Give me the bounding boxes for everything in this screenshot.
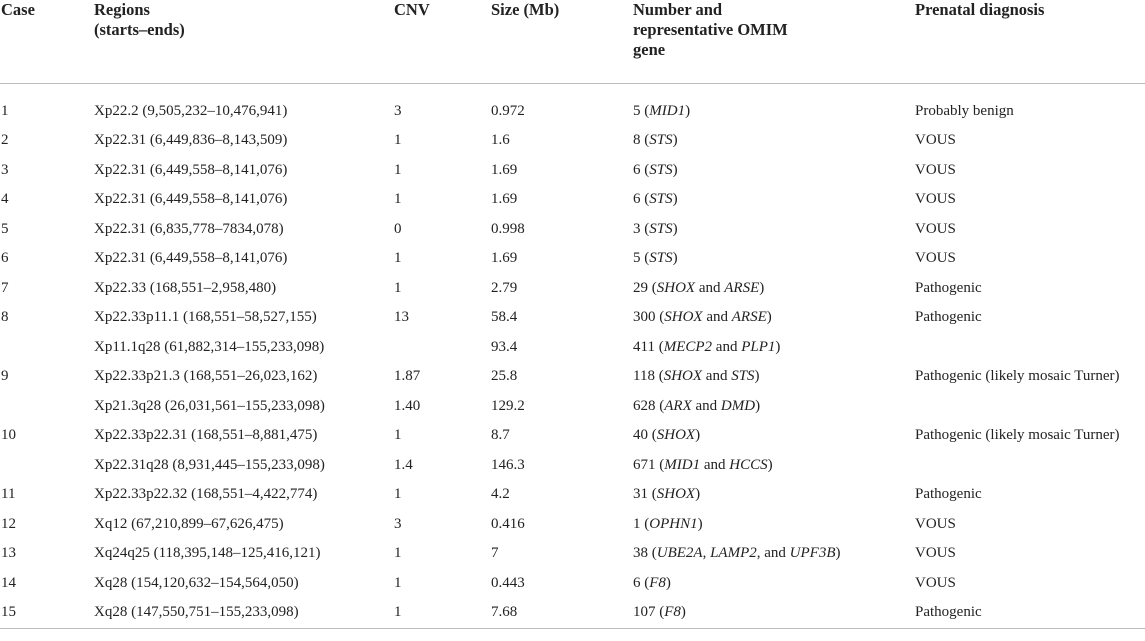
- cell-case: 6: [1, 250, 9, 266]
- cell-omim-gene: 300 (SHOX and ARSE): [633, 309, 772, 325]
- cell-region: Xp22.31 (6,835,778–7834,078): [94, 220, 284, 237]
- cell-size: 25.8: [491, 368, 518, 384]
- gene-name: UBE2A: [656, 545, 703, 561]
- table-header: [0, 0, 1145, 83]
- cell-omim-gene: 29 (SHOX and ARSE): [633, 279, 765, 296]
- cell-size: 2.79: [491, 279, 518, 296]
- cell-size: 0.972: [491, 102, 525, 119]
- cell-region: Xp11.1q28 (61,882,314–155,233,098): [94, 338, 325, 355]
- gene-count: 628: [633, 397, 656, 414]
- cell-region: Xp22.33p22.32 (168,551–4,422,774): [94, 486, 318, 502]
- gene-name: STS: [649, 220, 673, 237]
- cell-cnv: 1: [394, 598, 491, 628]
- spacer-cell: [0, 83, 1145, 97]
- header-size-label: Size (Mb): [491, 0, 560, 19]
- gene-separator: and: [702, 368, 732, 384]
- cell-size: 7: [491, 545, 499, 561]
- cell-cnv: 1: [394, 191, 402, 207]
- table-row: [0, 274, 1145, 304]
- table-row: [0, 569, 1145, 599]
- gene-count: 5: [633, 102, 641, 119]
- cell-case: 4: [1, 191, 9, 207]
- cell-case: 2: [1, 132, 9, 148]
- cell-region: Xq24q25 (118,395,148–125,416,121): [94, 545, 321, 561]
- gene-count: 31: [633, 486, 648, 502]
- cell-cnv: 1: [394, 161, 402, 178]
- spacer-row: [0, 83, 1145, 97]
- gene-name: SHOX: [656, 427, 696, 443]
- cell-prenatal-diagnosis: Pathogenic: [915, 598, 1145, 628]
- cell-omim-gene: 3 (STS): [633, 220, 678, 237]
- cell-region: Xq12 (67,210,899–67,626,475): [94, 515, 284, 532]
- gene-name: OPHN1: [649, 515, 698, 532]
- cell-region: Xp21.3q28 (26,031,561–155,233,098): [94, 397, 325, 414]
- cell-case: 1: [1, 102, 9, 119]
- cell-omim-gene: 38 (UBE2A, LAMP2, and UPF3B): [633, 545, 841, 561]
- cell-omim-gene: 628 (ARX and DMD): [633, 397, 761, 414]
- cell-cnv: 1: [394, 427, 402, 443]
- gene-name: PLP1: [741, 338, 776, 355]
- cell-region: Xp22.31 (6,449,558–8,141,076): [94, 161, 288, 178]
- gene-separator: and: [695, 279, 725, 296]
- cell-prenatal-diagnosis: VOUS: [915, 161, 956, 178]
- cell-omim-gene: 671 (MID1 and HCCS): [633, 456, 773, 473]
- cell-omim-gene: 5 (MID1): [633, 102, 691, 119]
- cell-size: 58.4: [491, 309, 518, 325]
- table-row: [0, 451, 1145, 481]
- cell-size: 1.69: [491, 191, 518, 207]
- cell-case: 11: [1, 486, 16, 502]
- cell-region: Xp22.31q28 (8,931,445–155,233,098): [94, 456, 325, 473]
- header-regions-label: Regions (starts–ends): [94, 0, 185, 39]
- table-row: [0, 421, 1145, 451]
- gene-name: STS: [649, 191, 673, 207]
- cell-case: 9: [1, 368, 9, 384]
- cell-prenatal-diagnosis: [915, 333, 1145, 363]
- gene-count: 8: [633, 132, 641, 148]
- cell-cnv: 1.4: [394, 456, 413, 473]
- cell-prenatal-diagnosis: VOUS: [915, 191, 956, 207]
- gene-count: 300: [633, 309, 656, 325]
- table-row: [0, 185, 1145, 215]
- cell-omim-gene: 411 (MECP2 and PLP1): [633, 338, 781, 355]
- cell-region: Xp22.31 (6,449,558–8,141,076): [94, 250, 288, 266]
- gene-count: 411: [633, 338, 655, 355]
- table-row: [0, 215, 1145, 245]
- cell-size: 93.4: [491, 338, 518, 355]
- gene-name: STS: [649, 250, 673, 266]
- cell-prenatal-diagnosis: VOUS: [915, 545, 956, 561]
- gene-count: 6: [633, 161, 641, 178]
- cell-cnv: 0: [394, 220, 402, 237]
- cell-omim-gene: 118 (SHOX and STS): [633, 368, 760, 384]
- gene-count: 3: [633, 220, 641, 237]
- table-row: [0, 126, 1145, 156]
- cell-omim-gene: 31 (SHOX): [633, 486, 701, 502]
- cell-omim-gene: 107 (F8): [633, 598, 915, 628]
- gene-name: STS: [731, 368, 755, 384]
- cell-case: 13: [1, 545, 16, 561]
- table-row: [0, 392, 1145, 422]
- cell-prenatal-diagnosis: Pathogenic (likely mosaic Turner): [915, 427, 1120, 443]
- table-row: [0, 510, 1145, 540]
- gene-name: MECP2: [663, 338, 713, 355]
- table-row: [0, 333, 1145, 363]
- gene-name: F8: [649, 574, 666, 591]
- cell-omim-gene: 6 (STS): [633, 161, 678, 178]
- header-cnv: [394, 0, 491, 83]
- cell-omim-gene: 8 (STS): [633, 132, 678, 148]
- gene-name: SHOX: [656, 486, 696, 502]
- cell-size: 7.68: [491, 598, 633, 628]
- cell-omim-gene: 1 (OPHN1): [633, 515, 703, 532]
- header-row: [0, 0, 1145, 83]
- cell-case: 15: [0, 598, 94, 628]
- header-prenatal-diagnosis: [915, 0, 1145, 83]
- gene-name: STS: [649, 161, 673, 178]
- gene-name: DMD: [720, 397, 756, 414]
- gene-name: UPF3B: [789, 545, 836, 561]
- cell-prenatal-diagnosis: Pathogenic: [915, 309, 982, 325]
- cell-case: [0, 392, 94, 422]
- cell-cnv: 13: [394, 309, 409, 325]
- gene-separator: and: [702, 309, 732, 325]
- table-row: [0, 598, 1145, 628]
- cell-case: 14: [1, 574, 16, 591]
- cell-cnv: 1: [394, 132, 402, 148]
- cell-case: 8: [1, 309, 9, 325]
- cell-region: Xp22.33p21.3 (168,551–26,023,162): [94, 368, 318, 384]
- cell-cnv: 1: [394, 250, 402, 266]
- cell-case: 12: [1, 515, 16, 532]
- table-row: [0, 97, 1145, 127]
- table-row: [0, 480, 1145, 510]
- table-row: [0, 303, 1145, 333]
- cell-case: 10: [1, 427, 16, 443]
- header-regions: [94, 0, 394, 83]
- gene-name: MID1: [649, 102, 686, 119]
- cell-prenatal-diagnosis: VOUS: [915, 574, 956, 591]
- table-row: [0, 156, 1145, 186]
- table-row: [0, 362, 1145, 392]
- table-body: [0, 83, 1145, 628]
- cell-omim-gene: 6 (STS): [633, 191, 678, 207]
- gene-name: ARX: [664, 397, 692, 414]
- cell-region: Xp22.2 (9,505,232–10,476,941): [94, 102, 288, 119]
- gene-count: 6: [633, 574, 641, 591]
- cell-size: 146.3: [491, 456, 525, 473]
- cell-cnv: [394, 333, 491, 363]
- cell-region: Xp22.33p11.1 (168,551–58,527,155): [94, 309, 317, 325]
- cell-prenatal-diagnosis: VOUS: [915, 132, 956, 148]
- gene-count: 118: [633, 368, 655, 384]
- gene-separator: and: [712, 338, 742, 355]
- gene-name: MID1: [664, 456, 701, 473]
- table-row: [0, 244, 1145, 274]
- cell-prenatal-diagnosis: Pathogenic: [915, 486, 982, 502]
- gene-name: STS: [649, 132, 673, 148]
- gene-name: LAMP2: [710, 545, 757, 561]
- cell-case: [0, 451, 94, 481]
- gene-name: ARSE: [731, 309, 767, 325]
- cell-size: 1.69: [491, 161, 518, 178]
- cell-prenatal-diagnosis: VOUS: [915, 250, 956, 266]
- gene-count: 671: [633, 456, 656, 473]
- cell-prenatal-diagnosis: [915, 451, 1145, 481]
- gene-separator: , and: [756, 545, 790, 561]
- cell-size: 0.443: [491, 574, 525, 591]
- cell-case: [0, 333, 94, 363]
- header-case: [0, 0, 94, 83]
- cell-region: Xq28 (147,550,751–155,233,098): [94, 598, 394, 628]
- cell-cnv: 1.87: [394, 368, 421, 384]
- cell-size: 1.6: [491, 132, 510, 148]
- cell-cnv: 1.40: [394, 397, 421, 414]
- cell-case: 7: [1, 279, 9, 296]
- gene-name: ARSE: [724, 279, 760, 296]
- cell-size: 0.416: [491, 515, 525, 532]
- cell-prenatal-diagnosis: VOUS: [915, 515, 956, 532]
- gene-count: 6: [633, 191, 641, 207]
- cell-size: 8.7: [491, 427, 510, 443]
- cell-prenatal-diagnosis: Pathogenic (likely mosaic Turner): [915, 368, 1120, 384]
- cell-omim-gene: 40 (SHOX): [633, 427, 701, 443]
- gene-separator: and: [700, 456, 730, 473]
- cell-omim-gene: 5 (STS): [633, 250, 678, 266]
- cell-prenatal-diagnosis: VOUS: [915, 220, 956, 237]
- cell-size: 1.69: [491, 250, 518, 266]
- cell-prenatal-diagnosis: [915, 392, 1145, 422]
- cell-cnv: 1: [394, 574, 402, 591]
- header-size: [491, 0, 633, 83]
- cell-cnv: 1: [394, 486, 402, 502]
- gene-name: SHOX: [663, 368, 703, 384]
- table-row: [0, 539, 1145, 569]
- cell-cnv: 1: [394, 279, 402, 296]
- cell-size: 4.2: [491, 486, 510, 502]
- header-omim-gene: [633, 0, 915, 83]
- cell-region: Xp22.31 (6,449,836–8,143,509): [94, 132, 288, 148]
- cell-case: 3: [1, 161, 9, 178]
- gene-count: 29: [633, 279, 648, 296]
- gene-count: 1: [633, 515, 641, 532]
- gene-name: SHOX: [656, 279, 696, 296]
- gene-count: 38: [633, 545, 648, 561]
- gene-separator: ,: [702, 545, 711, 561]
- gene-count: 107: [633, 604, 656, 620]
- cell-size: 0.998: [491, 220, 525, 237]
- cell-omim-gene: 6 (F8): [633, 574, 671, 591]
- cell-cnv: 3: [394, 102, 402, 119]
- cell-region: Xp22.33 (168,551–2,958,480): [94, 279, 277, 296]
- header-prenatal-diagnosis-label: Prenatal diagnosis: [915, 0, 1045, 19]
- header-case-label: Case: [1, 0, 35, 19]
- gene-name: F8: [664, 604, 681, 620]
- cell-case: 5: [1, 220, 9, 237]
- gene-count: 5: [633, 250, 641, 266]
- cell-region: Xp22.31 (6,449,558–8,141,076): [94, 191, 288, 207]
- gene-count: 40: [633, 427, 648, 443]
- cell-cnv: 1: [394, 545, 402, 561]
- gene-separator: and: [691, 397, 721, 414]
- cell-prenatal-diagnosis: Probably benign: [915, 102, 1014, 119]
- cell-region: Xp22.33p22.31 (168,551–8,881,475): [94, 427, 318, 443]
- cell-region: Xq28 (154,120,632–154,564,050): [94, 574, 299, 591]
- header-cnv-label: CNV: [394, 0, 430, 19]
- cell-prenatal-diagnosis: Pathogenic: [915, 279, 982, 296]
- gene-name: SHOX: [664, 309, 703, 325]
- cell-cnv: 3: [394, 515, 402, 532]
- gene-name: HCCS: [729, 456, 768, 473]
- cell-size: 129.2: [491, 397, 525, 414]
- header-omim-gene-label: Number and representative OMIM gene: [633, 0, 788, 59]
